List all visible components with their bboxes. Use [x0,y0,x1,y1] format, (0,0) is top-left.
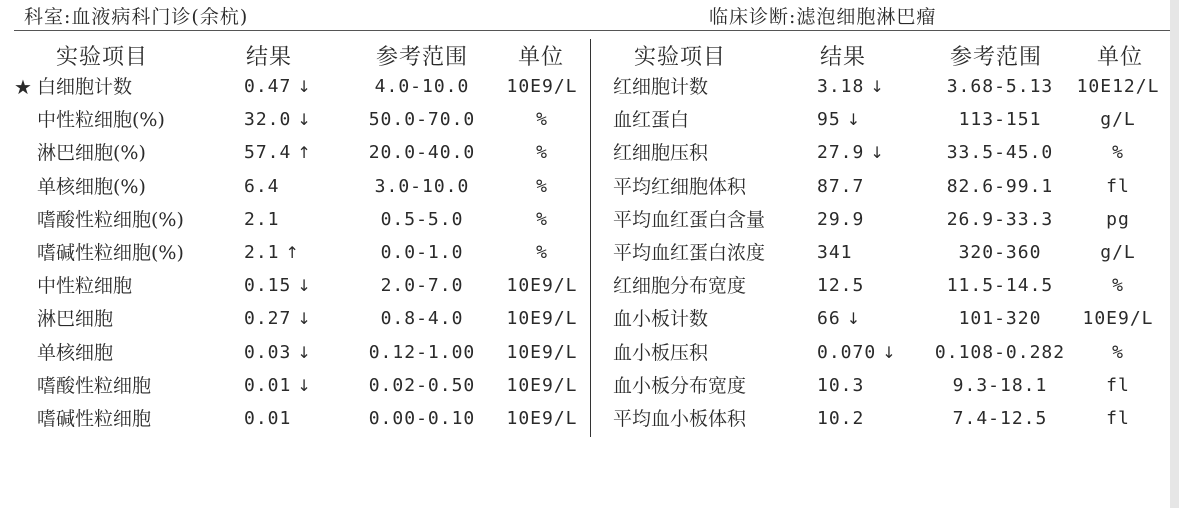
arrow-down-icon: ↓ [297,110,312,129]
result-value [817,341,897,365]
arrow-down-icon: ↓ [846,309,862,328]
result-number: 6.4 [244,176,280,197]
result-value [244,241,300,265]
reference-range: 113-151 [958,109,1042,130]
result-value [244,374,312,398]
result-value [244,141,312,165]
result-value [244,108,312,132]
item-name: 白细胞计数 [37,76,133,98]
result-number: 10.2 [817,408,865,429]
result-value [817,208,864,232]
result-value [817,374,864,398]
left-header-unit: 单位 [518,45,565,70]
unit: 10E12/L [1076,76,1160,97]
result-value [817,307,861,331]
item-name: 血小板压积 [613,342,709,364]
arrow-down-icon: ↓ [846,110,862,129]
result-number: 0.03 [244,342,292,363]
unit: 10E9/L [506,308,578,329]
unit: % [536,242,548,263]
result-number: 32.0 [244,109,292,130]
arrow-down-icon: ↓ [297,276,312,295]
item-name: 血小板分布宽度 [613,375,747,397]
diagnosis-label: 临床诊断:滤泡细胞淋巴瘤 [709,6,937,28]
result-value [817,274,864,298]
item-name: 嗜碱性粒细胞(%) [37,242,184,264]
arrow-down-icon: ↓ [297,77,312,96]
item-name: 平均红细胞体积 [613,176,747,198]
result-number: 87.7 [817,176,865,197]
unit: g/L [1100,242,1136,263]
unit: % [536,209,548,230]
item-name: 平均血小板体积 [613,408,747,430]
result-number: 29.9 [817,209,865,230]
reference-range: 50.0-70.0 [368,109,476,130]
result-value [817,108,861,132]
header-divider [14,30,1170,31]
reference-range: 0.02-0.50 [368,375,476,396]
item-name: 红细胞分布宽度 [613,275,747,297]
result-value [244,75,312,99]
reference-range: 20.0-40.0 [368,142,476,163]
arrow-down-icon: ↓ [297,343,312,362]
unit: 10E9/L [506,275,578,296]
reference-range: 82.6-99.1 [946,176,1054,197]
result-number: 0.27 [244,308,292,329]
unit: % [1112,142,1124,163]
reference-range: 3.68-5.13 [946,76,1054,97]
unit: 10E9/L [506,342,578,363]
unit: fl [1106,375,1130,396]
result-value [817,75,885,99]
item-name: 血红蛋白 [613,109,690,131]
item-name: 嗜碱性粒细胞 [37,408,152,430]
reference-range: 2.0-7.0 [380,275,464,296]
arrow-up-icon: ↑ [285,243,300,262]
result-number: 2.1 [244,242,280,263]
unit: 10E9/L [506,375,578,396]
item-name: 单核细胞 [37,342,114,364]
item-name: 平均血红蛋白含量 [613,209,766,231]
reference-range: 33.5-45.0 [946,142,1054,163]
item-name: 血小板计数 [613,308,709,330]
left-header-result: 结果 [246,45,293,70]
reference-range: 26.9-33.3 [946,209,1054,230]
arrow-down-icon: ↓ [297,309,312,328]
unit: g/L [1100,109,1136,130]
arrow-up-icon: ↑ [297,143,312,162]
item-name: 淋巴细胞 [37,308,114,330]
left-header-range: 参考范围 [376,45,469,70]
item-name: 嗜酸性粒细胞 [37,375,152,397]
arrow-down-icon: ↓ [870,143,885,162]
unit: 10E9/L [506,76,578,97]
left-header-item: 实验项目 [56,45,149,70]
result-number: 0.01 [244,408,292,429]
result-number: 0.47 [244,76,292,97]
reference-range: 320-360 [958,242,1042,263]
right-header-item: 实验项目 [634,45,727,70]
unit: % [536,142,548,163]
result-number: 27.9 [817,142,865,163]
reference-range: 101-320 [958,308,1042,329]
unit: fl [1106,408,1130,429]
unit: 10E9/L [506,408,578,429]
table-center-divider [590,39,591,437]
result-number: 3.18 [817,76,865,97]
reference-range: 0.0-1.0 [380,242,464,263]
result-value [244,274,312,298]
result-number: 95 [817,109,841,130]
star-icon: ★ [14,75,32,99]
result-number: 2.1 [244,209,280,230]
right-header-range: 参考范围 [950,45,1043,70]
result-number: 0.070 [817,342,877,363]
result-value [244,175,280,199]
reference-range: 3.0-10.0 [374,176,470,197]
result-value [244,307,312,331]
reference-range: 7.4-12.5 [952,408,1048,429]
result-value [817,141,885,165]
item-name: 淋巴细胞(%) [37,142,146,164]
arrow-down-icon: ↓ [882,343,897,362]
reference-range: 9.3-18.1 [952,375,1048,396]
item-name: 红细胞压积 [613,142,709,164]
item-name: 中性粒细胞(%) [37,109,165,131]
item-name: 嗜酸性粒细胞(%) [37,209,184,231]
reference-range: 0.00-0.10 [368,408,476,429]
result-value [817,241,853,265]
reference-range: 0.108-0.282 [934,342,1066,363]
result-number: 12.5 [817,275,865,296]
result-number: 0.01 [244,375,292,396]
unit: 10E9/L [1082,308,1154,329]
department-label: 科室:血液病科门诊(余杭) [24,6,249,28]
reference-range: 0.12-1.00 [368,342,476,363]
reference-range: 0.8-4.0 [380,308,464,329]
reference-range: 0.5-5.0 [380,209,464,230]
unit: fl [1106,176,1130,197]
item-name: 红细胞计数 [613,76,709,98]
result-value [244,341,312,365]
result-value [817,407,864,431]
page-edge [1170,0,1179,508]
result-number: 0.15 [244,275,292,296]
result-number: 341 [817,242,853,263]
reference-range: 11.5-14.5 [946,275,1054,296]
right-header-unit: 单位 [1097,45,1144,70]
right-header-result: 结果 [820,45,867,70]
unit: pg [1106,209,1130,230]
reference-range: 4.0-10.0 [374,76,470,97]
item-name: 单核细胞(%) [37,176,146,198]
result-value [244,407,291,431]
item-name: 平均血红蛋白浓度 [613,242,766,264]
arrow-down-icon: ↓ [297,376,312,395]
result-value [244,208,280,232]
result-value [817,175,864,199]
result-number: 10.3 [817,375,865,396]
unit: % [1112,342,1124,363]
item-name: 中性粒细胞 [37,275,133,297]
unit: % [536,109,548,130]
unit: % [1112,275,1124,296]
arrow-down-icon: ↓ [870,77,885,96]
result-number: 57.4 [244,142,292,163]
result-number: 66 [817,308,841,329]
unit: % [536,176,548,197]
